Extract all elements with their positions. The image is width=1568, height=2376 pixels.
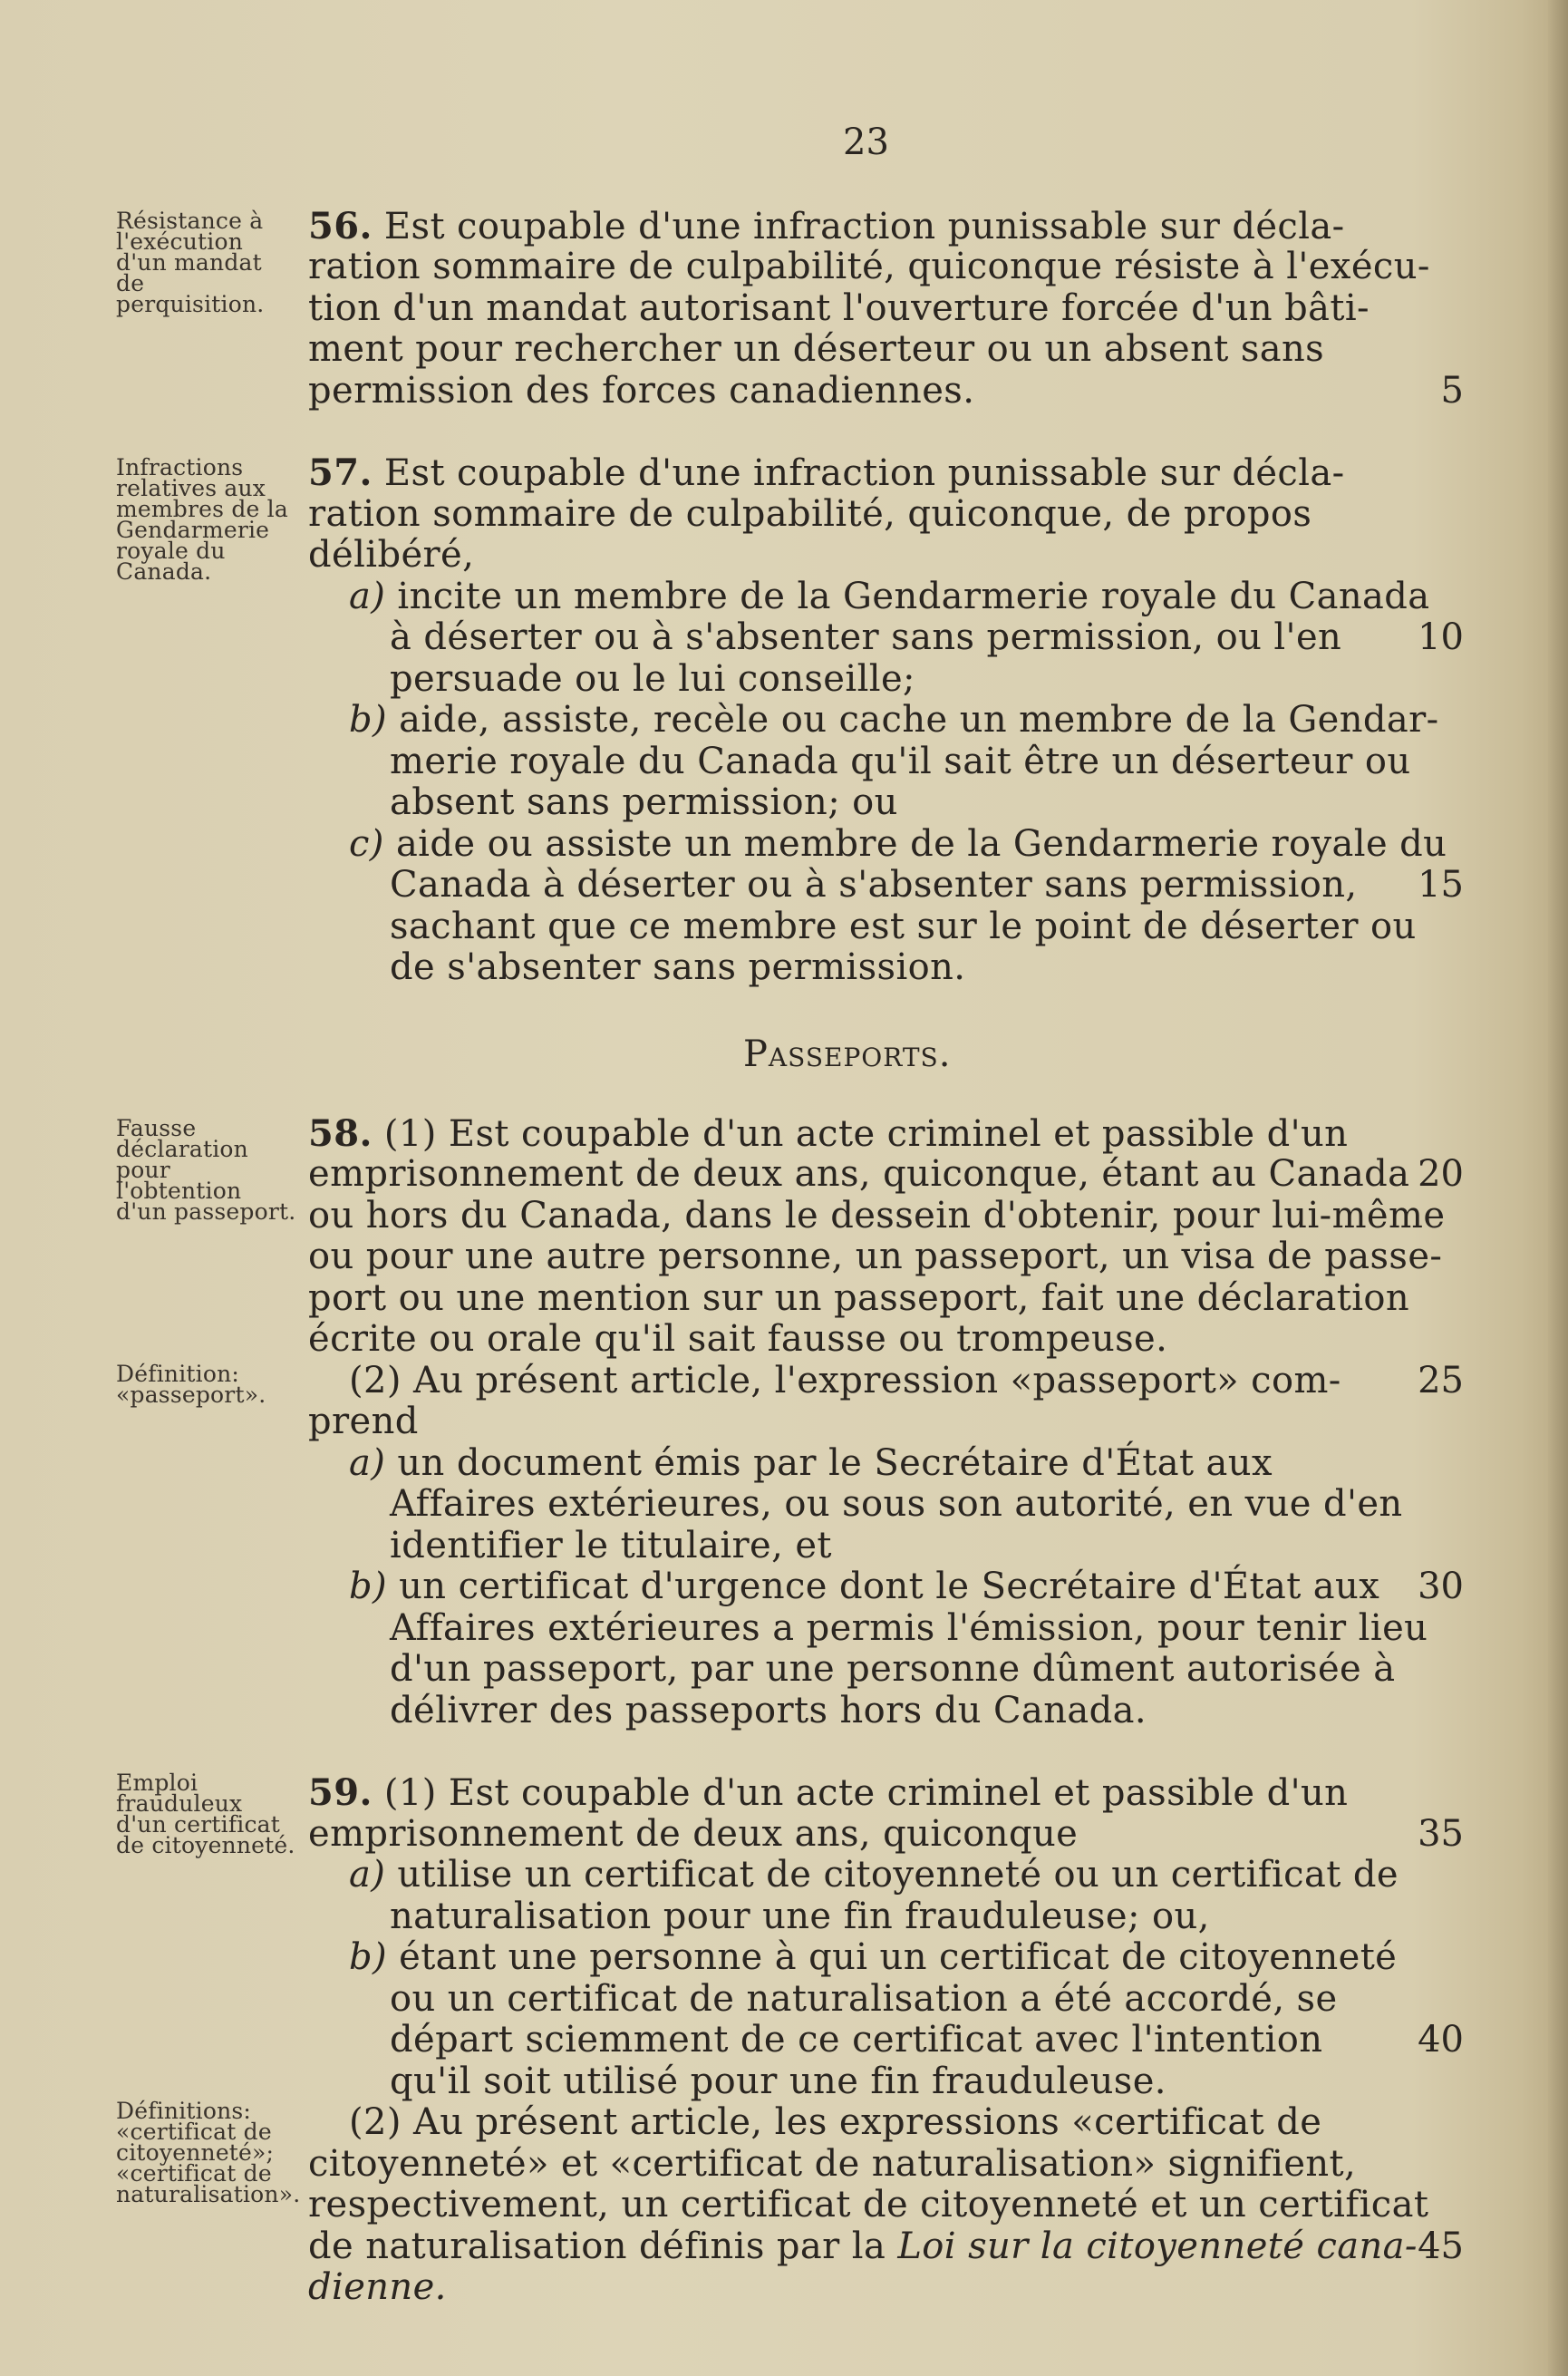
text-line: a) utilise un certificat de citoyenneté ou un certificat de xyxy=(349,1854,1399,1896)
text-line: naturalisation pour une fin frauduleuse; ou, xyxy=(390,1896,1210,1937)
text-line: ration sommaire de culpabilité, quiconque résiste à l'exécu- xyxy=(308,246,1430,287)
text-line: 57. Est coupable d'une infraction punissable sur décla- xyxy=(308,451,1345,494)
text-line: persuade ou le lui conseille; xyxy=(390,658,915,700)
text-line: qu'il soit utilisé pour une fin frauduleuse. xyxy=(390,2061,1166,2102)
text-line: identifier le titulaire, et xyxy=(390,1525,832,1566)
text-line: merie royale du Canada qu'il sait être un déserteur ou xyxy=(390,741,1411,782)
text-line: ou hors du Canada, dans le dessein d'obtenir, pour lui-même xyxy=(308,1195,1446,1236)
text-line: à déserter ou à s'absenter sans permission, ou l'en xyxy=(390,616,1342,658)
text-line: port ou une mention sur un passeport, fait une déclaration xyxy=(308,1277,1410,1319)
text-line: délibéré, xyxy=(308,534,475,576)
text-line: absent sans permission; ou xyxy=(390,781,898,823)
margin-note: Définitions: «certificat de citoyenneté»; «certificat de naturalisation». xyxy=(116,2098,301,2207)
text-line: tion d'un mandat autorisant l'ouverture forcée d'un bâti- xyxy=(308,287,1370,329)
page-number: 23 xyxy=(843,121,889,163)
text-line: Canada à déserter ou à s'absenter sans permission, xyxy=(390,864,1358,906)
line-number: 30 xyxy=(1418,1566,1464,1607)
line-number: 5 xyxy=(1440,370,1464,412)
line-number: 20 xyxy=(1418,1153,1464,1195)
text-line: c) aide ou assiste un membre de la Gendarmerie royale du xyxy=(349,823,1447,865)
text-line: a) un document émis par le Secrétaire d'État aux xyxy=(349,1442,1273,1484)
text-line: b) un certificat d'urgence dont le Secrétaire d'État aux xyxy=(349,1566,1380,1607)
text-line: prend xyxy=(308,1401,419,1442)
text-line: a) incite un membre de la Gendarmerie royale du Canada xyxy=(349,576,1430,617)
text-line: départ sciemment de ce certificat avec l'intention xyxy=(390,2019,1323,2061)
text-line: (2) Au présent article, les expressions «certificat de xyxy=(349,2101,1322,2143)
text-line: 58. (1) Est coupable d'un acte criminel et passible d'un xyxy=(308,1112,1349,1155)
line-number: 35 xyxy=(1418,1813,1464,1855)
text-line: ou pour une autre personne, un passeport, un visa de passe- xyxy=(308,1236,1443,1277)
margin-note: Résistance à l'exécution d'un mandat de perquisition. xyxy=(116,208,265,317)
text-line: sachant que ce membre est sur le point de déserter ou xyxy=(390,906,1417,947)
text-line: écrite ou orale qu'il sait fausse ou trompeuse. xyxy=(308,1318,1168,1360)
section-heading: Passeports. xyxy=(743,1033,952,1075)
text-line: emprisonnement de deux ans, quiconque xyxy=(308,1813,1079,1855)
line-number: 10 xyxy=(1418,616,1464,658)
text-line: dienne. xyxy=(308,2266,447,2308)
margin-note: Définition: «passeport». xyxy=(116,1361,266,1408)
text-line: (2) Au présent article, l'expression «passeport» com- xyxy=(349,1360,1341,1401)
text-line: d'un passeport, par une personne dûment autorisée à xyxy=(390,1648,1396,1690)
text-line: citoyenneté» et «certificat de naturalisation» signifient, xyxy=(308,2143,1357,2185)
text-line: permission des forces canadiennes. xyxy=(308,370,975,412)
text-line: b) aide, assiste, recèle ou cache un membre de la Gendar- xyxy=(349,699,1439,741)
line-number: 15 xyxy=(1418,864,1464,906)
line-number: 40 xyxy=(1418,2019,1464,2061)
text-line: de naturalisation définis par la Loi sur la citoyenneté cana- xyxy=(308,2226,1418,2267)
text-line: emprisonnement de deux ans, quiconque, étant au Canada xyxy=(308,1153,1410,1195)
margin-note: Infractions relatives aux membres de la Gendarmerie royale du Canada. xyxy=(116,454,288,585)
text-line: délivrer des passeports hors du Canada. xyxy=(390,1690,1147,1731)
text-line: de s'absenter sans permission. xyxy=(390,946,966,988)
line-number: 25 xyxy=(1418,1360,1464,1401)
text-line: Affaires extérieures a permis l'émission, pour tenir lieu xyxy=(390,1607,1428,1649)
text-line: b) étant une personne à qui un certificat de citoyenneté xyxy=(349,1936,1398,1978)
text-line: 59. (1) Est coupable d'un acte criminel et passible d'un xyxy=(308,1771,1349,1814)
text-line: ment pour rechercher un déserteur ou un absent sans xyxy=(308,328,1325,370)
margin-note: Emploi frauduleux d'un certificat de citoyenneté. xyxy=(116,1770,295,1858)
text-line: ration sommaire de culpabilité, quiconque, de propos xyxy=(308,493,1312,535)
text-line: 56. Est coupable d'une infraction punissable sur décla- xyxy=(308,205,1345,247)
line-number: 45 xyxy=(1418,2226,1464,2267)
page-edge xyxy=(1548,0,1568,2376)
margin-note: Fausse déclaration pour l'obtention d'un passeport. xyxy=(116,1115,296,1225)
text-line: respectivement, un certificat de citoyenneté et un certificat xyxy=(308,2184,1429,2226)
text-line: ou un certificat de naturalisation a été accordé, se xyxy=(390,1978,1338,2020)
text-line: Affaires extérieures, ou sous son autorité, en vue d'en xyxy=(390,1483,1403,1525)
